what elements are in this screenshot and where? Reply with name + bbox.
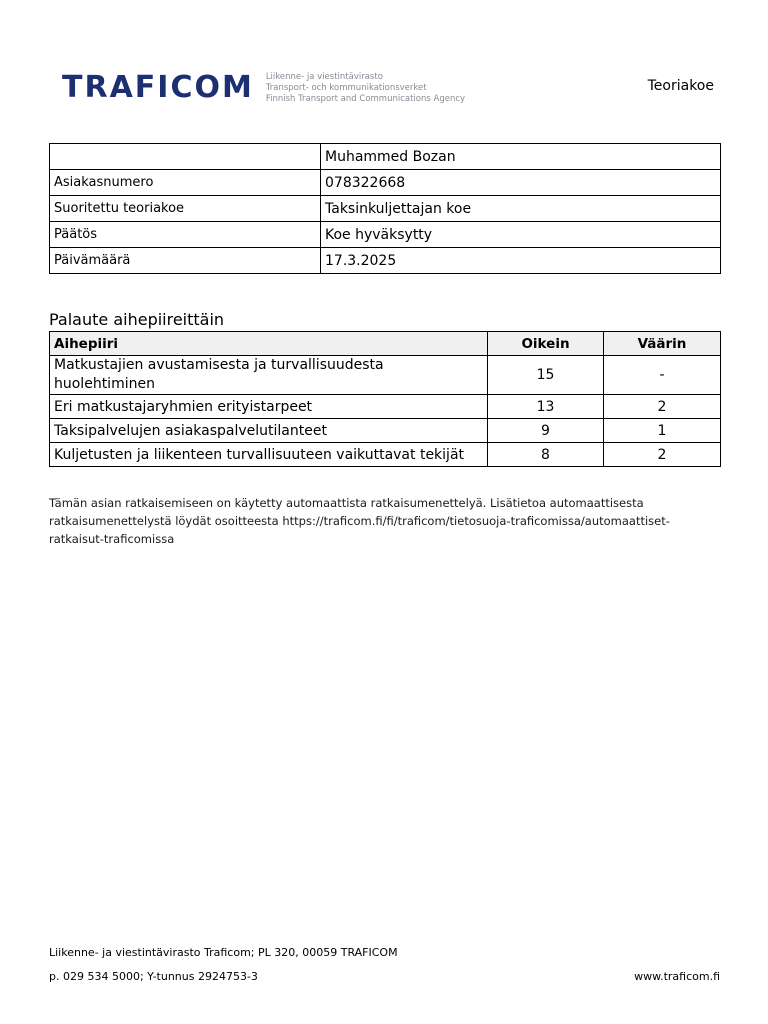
info-key: Päivämäärä <box>50 248 321 274</box>
document-type: Teoriakoe <box>647 78 714 94</box>
wrong-cell: 2 <box>604 443 721 467</box>
wrong-cell: 1 <box>604 419 721 443</box>
automated-decision-note: Tämän asian ratkaisemiseen on käytetty automaattista ratkaisumenettelyä. Lisätietoa automaattisesta ratkaisumenettelystä löydät osoitteesta https://traficom.fi/fi/traficom/tietosuoja-traficomissa/automaattiset-ratkaisut-traficomissa <box>49 496 670 546</box>
info-value-customer-number: 078322668 <box>321 170 721 196</box>
info-value-date: 17.3.2025 <box>321 248 721 274</box>
feedback-title: Palaute aihepiireittäin <box>49 310 225 329</box>
info-row-customer-number <box>50 170 721 196</box>
correct-cell: 8 <box>488 443 604 467</box>
column-header-wrong: Väärin <box>604 332 721 356</box>
column-header-correct: Oikein <box>488 332 604 356</box>
info-value-exam: Taksinkuljettajan koe <box>321 196 721 222</box>
logo-subtitle <box>266 72 465 105</box>
info-key: Asiakasnumero <box>50 170 321 196</box>
page-header <box>62 66 722 110</box>
table-row <box>50 356 721 395</box>
topic-cell: Taksipalvelujen asiakaspalvelutilanteet <box>50 419 488 443</box>
column-header-topic: Aihepiiri <box>50 332 488 356</box>
correct-cell: 15 <box>488 356 604 395</box>
traficom-logo <box>62 66 465 110</box>
info-key: Päätös <box>50 222 321 248</box>
footer-contact: p. 029 534 5000; Y-tunnus 2924753-3 <box>49 970 258 983</box>
topic-cell: Eri matkustajaryhmien erityistarpeet <box>50 395 488 419</box>
table-row <box>50 419 721 443</box>
info-row-decision <box>50 222 721 248</box>
info-row-exam <box>50 196 721 222</box>
info-table <box>49 143 721 274</box>
table-row <box>50 443 721 467</box>
topic-cell: Kuljetusten ja liikenteen turvallisuuteen vaikuttavat tekijät <box>50 443 488 467</box>
wrong-cell: 2 <box>604 395 721 419</box>
footer-address: Liikenne- ja viestintävirasto Traficom; PL 320, 00059 TRAFICOM <box>49 946 398 959</box>
logo-subtitle-fi: Liikenne- ja viestintävirasto <box>265 71 383 82</box>
info-key: Suoritettu teoriakoe <box>50 196 321 222</box>
info-value-decision: Koe hyväksytty <box>321 222 721 248</box>
info-row-name <box>50 144 721 170</box>
correct-cell: 9 <box>488 419 604 443</box>
table-row <box>50 395 721 419</box>
logo-subtitle-en: Finnish Transport and Communications Agency <box>265 93 466 104</box>
wrong-cell: - <box>604 356 721 395</box>
correct-cell: 13 <box>488 395 604 419</box>
logo-subtitle-sv: Transport- och kommunikationsverket <box>265 82 427 93</box>
logo-wordmark: TRAFICOM <box>62 70 254 105</box>
info-value-name: Muhammed Bozan <box>321 144 721 170</box>
topic-cell: Matkustajien avustamisesta ja turvallisuudesta huolehtiminen <box>50 356 488 395</box>
info-key <box>50 144 321 170</box>
info-row-date <box>50 248 721 274</box>
footer-website-link[interactable]: www.traficom.fi <box>634 970 720 983</box>
feedback-table <box>49 331 721 467</box>
feedback-header-row <box>50 332 721 356</box>
